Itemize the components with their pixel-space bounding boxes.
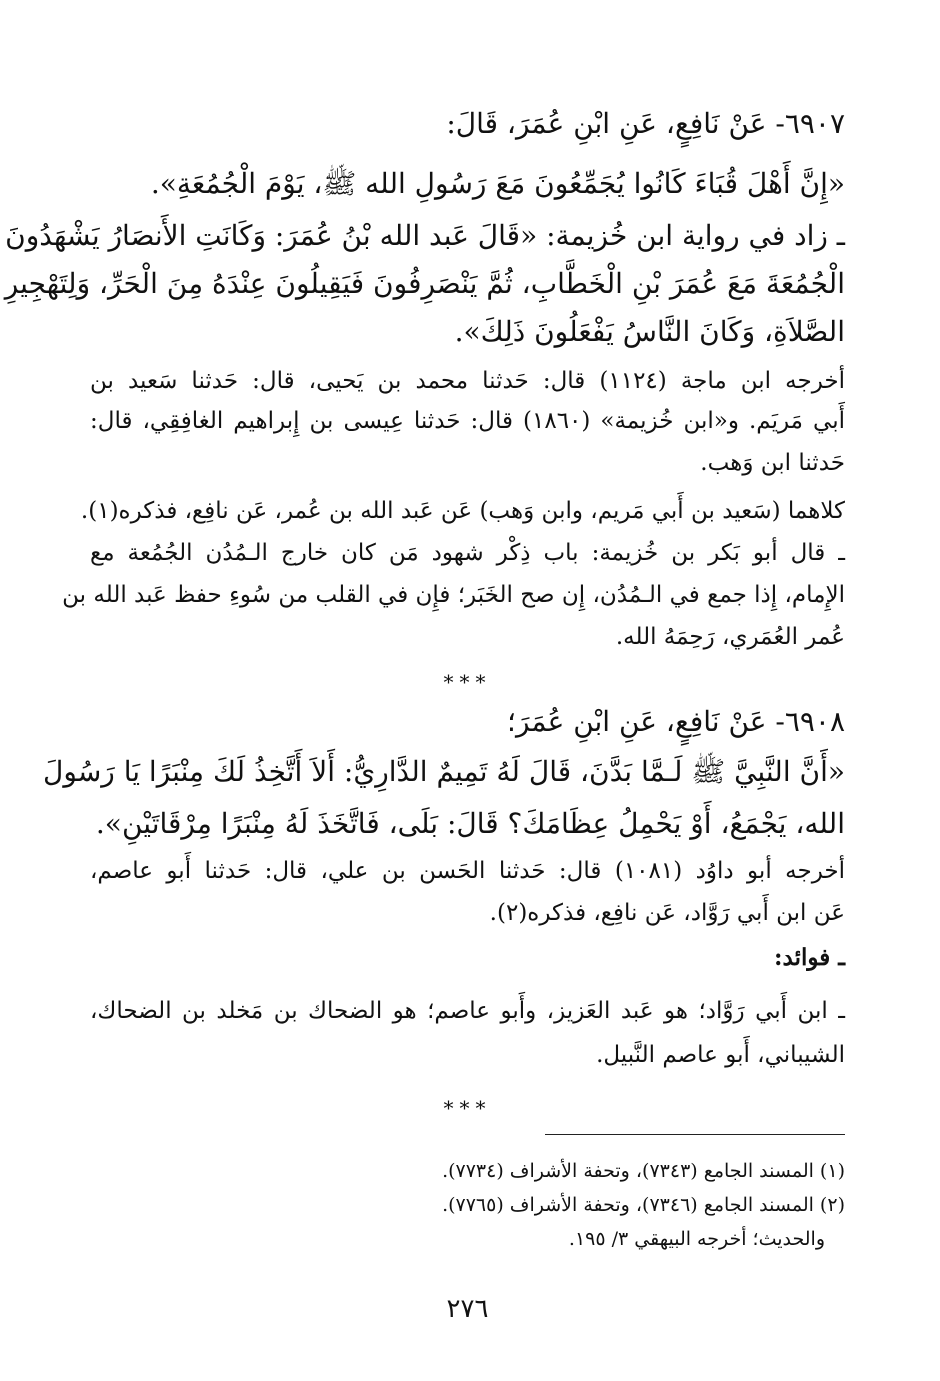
footnote-2: (٢) المسند الجامع (٧٣٤٦)، وتحفة الأشراف (٧٧٦٥).	[442, 1194, 845, 1216]
hadith-6907-takhrij-line1: أخرجه ابن ماجة (١١٢٤) قال: حَدثنا محمد بن يَحيى، قال: حَدثنا سَعيد بن	[90, 368, 845, 394]
hadith-6908-takhrij-line1: أخرجه أبو داوُد (١٠٨١) قال: حَدثنا الحَسن بن علي، قال: حَدثنا أَبو عاصم،	[90, 858, 845, 884]
hadith-6907-takhrij-line2: أَبي مَريَم. و«ابن خُزيمة» (١٨٦٠) قال: حَدثنا عِيسى بن إِبراهيم الغافِقِي، قال:	[90, 408, 845, 434]
page-number: ٢٧٦	[446, 1294, 489, 1324]
hadith-6907-takhrij-line3: حَدثنا ابن وَهب.	[700, 450, 845, 476]
benefits-heading: ـ فوائد:	[774, 944, 845, 971]
section-separator-1: ***	[443, 670, 492, 694]
footnote-2-continuation: والحديث؛ أخرجه البيهقي ٣/ ١٩٥.	[568, 1228, 825, 1250]
hadith-6908-header: ٦٩٠٨- عَنْ نَافِعٍ، عَنِ ابْنِ عُمَرَ؛	[507, 705, 845, 738]
footnote-1: (١) المسند الجامع (٧٣٤٣)، وتحفة الأشراف (٧٧٣٤).	[442, 1160, 845, 1182]
hadith-6907-header: ٦٩٠٧- عَنْ نَافِعٍ، عَنِ ابْنِ عُمَرَ، قَالَ:	[446, 107, 845, 140]
hadith-6908-text-line2: الله، يَجْمَعُ، أَوْ يَحْمِلُ عِظَامَكَ؟ قَالَ: بَلَى، فَاتَّخَذَ لَهُ مِنْبَرًا مِرْقَاتَيْنِ».	[95, 807, 845, 840]
hadith-6907-note-line2: الإِمام، إِذا جمع في الـمُدُن، إِن صح الخَبَر؛ فإِن في القلب من سُوءِ حفظ عَبد الله بن	[62, 582, 845, 608]
hadith-6907-extension-line1: ـ زاد في رواية ابن خُزيمة: «قَالَ عَبد الله بْنُ عُمَرَ: وَكَانَتِ الأَنصَارُ يَشْهَدُونَ	[5, 219, 845, 252]
footnote-divider	[545, 1134, 845, 1135]
hadith-6907-note-line3: عُمر العُمَري، رَحِمَهُ الله.	[615, 624, 845, 650]
hadith-6907-text: «إِنَّ أَهْلَ قُبَاءَ كَانُوا يُجَمِّعُونَ مَعَ رَسُولِ الله ﷺ، يَوْمَ الْجُمُعَةِ».	[150, 167, 845, 200]
hadith-6907-extension-line2: الْجُمُعَةَ مَعَ عُمَرَ بْنِ الْخَطَّابِ، ثُمَّ يَنْصَرِفُونَ فَيَقِيلُونَ عِنْدَهُ مِنَ الْحَرِّ، وَلِتَهْجِيرِ	[4, 267, 845, 300]
hadith-6908-text-line1: «أَنَّ النَّبِيَّ ﷺ لَـمَّا بَدَّنَ، قَالَ لَهُ تَمِيمٌ الدَّارِيُّ: أَلاَ أَتَّخِذُ لَكَ مِنْبَرًا يَا رَسُولَ	[43, 755, 845, 788]
hadith-6908-takhrij-line2: عَن ابن أَبي رَوَّاد، عَن نافِع، فذكره(٢).	[489, 900, 845, 926]
hadith-6907-extension-line3: الصَّلاَةِ، وَكَانَ النَّاسُ يَفْعَلُونَ ذَلِكَ».	[454, 315, 845, 348]
section-separator-2: ***	[443, 1096, 492, 1120]
hadith-6907-both: كلاهما (سَعيد بن أَبي مَريم، وابن وَهب) عَن عَبد الله بن عُمر، عَن نافِع، فذكره(١).	[80, 498, 845, 524]
hadith-6907-note-line1: ـ قال أبو بَكر بن خُزيمة: باب ذِكْر شهود مَن كان خارج الـمُدُن الجُمُعة مع	[90, 540, 845, 566]
benefit-line2: الشيباني، أَبو عاصم النَّبيل.	[596, 1042, 845, 1068]
benefit-line1: ـ ابن أَبي رَوَّاد؛ هو عَبد العَزيز، وأَبو عاصم؛ هو الضحاك بن مَخلد بن الضحاك،	[90, 998, 845, 1024]
